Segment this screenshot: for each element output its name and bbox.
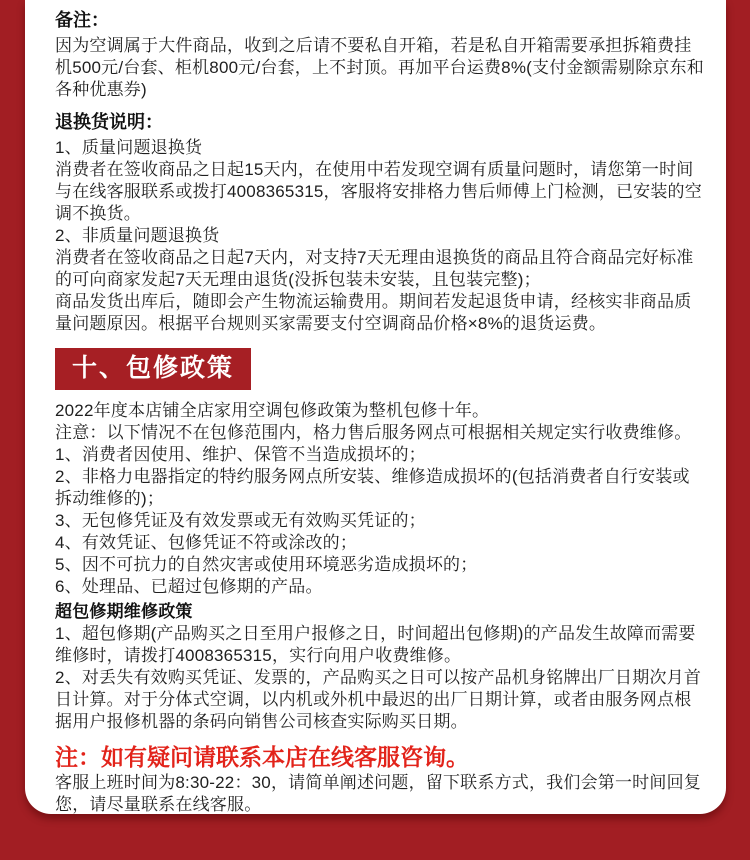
notes-title: 备注：	[55, 10, 109, 30]
warranty-banner	[55, 348, 251, 390]
warranty-exclusion-item: 5、因不可抗力的自然灾害或使用环境恶劣造成损坏的；	[55, 555, 478, 574]
return-section-body-nonquality-2: 商品发货出库后，随即会产生物流运输费用。期间若发起退货申请，经核实非商品质量问题原因。根据平台规则买家需要支付空调商品价格×8%的退货运费。	[55, 292, 692, 333]
warranty-policy-line: 2022年度本店铺全店家用空调包修政策为整机包修十年。	[55, 401, 490, 420]
content-card	[25, 0, 726, 814]
footer-note: 注：如有疑问请联系本店在线客服咨询。	[55, 744, 469, 770]
footer-service-hours: 客服上班时间为8:30-22：30，请简单阐述问题，留下联系方式，我们会第一时间回复您，请尽量联系在线客服。	[55, 773, 701, 814]
return-section-heading-nonquality: 2、非质量问题退换货	[55, 226, 220, 245]
warranty-exclusion-item: 1、消费者因使用、维护、保管不当造成损坏的；	[55, 445, 426, 464]
warranty-exclusion-item: 3、无包修凭证及有效发票或无有效购买凭证的；	[55, 511, 426, 530]
warranty-exclusion-item: 6、处理品、已超过包修期的产品。	[55, 577, 323, 596]
warranty-exclusion-item: 2、非格力电器指定的特约服务网点所安装、维修造成损坏的(包括消费者自行安装或拆动维修的)；	[55, 467, 690, 508]
warranty-exclusion-item: 4、有效凭证、包修凭证不符或涂改的；	[55, 533, 358, 552]
returns-title: 退换货说明：	[55, 112, 163, 132]
post-warranty-item: 2、对丢失有效购买凭证、发票的，产品购买之日可以按产品机身铭牌出厂日期次月首日计算。对于分体式空调，以内机或外机中最迟的出厂日期计算，或者由服务网点根据用户报修机器的条码向销售公司核查实际购买日期。	[55, 668, 702, 731]
warranty-notice-line: 注意：以下情况不在包修范围内，格力售后服务网点可根据相关规定实行收费维修。	[55, 423, 692, 442]
post-warranty-item: 1、超包修期(产品购买之日至用户报修之日，时间超出包修期)的产品发生故障而需要维修时，请拨打4008365315，实行向用户收费维修。	[55, 624, 696, 665]
return-section-body-quality: 消费者在签收商品之日起15天内，在使用中若发现空调有质量问题时，请您第一时间与在线客服联系或拨打4008365315，客服将安排格力售后师傅上门检测，已安装的空调不换货。	[55, 160, 702, 223]
notes-body: 因为空调属于大件商品，收到之后请不要私自开箱，若是私自开箱需要承担拆箱费挂机500元/台套、柜机800元/台套，上不封顶。再加平台运费8%(支付金额需剔除京东和各种优惠券)	[55, 36, 705, 99]
post-warranty-title: 超包修期维修政策	[55, 602, 193, 621]
return-section-body-nonquality-1: 消费者在签收商品之日起7天内，对支持7天无理由退换货的商品且符合商品完好标准的可向商家发起7天无理由退货(没拆包装未安装，且包装完整)；	[55, 248, 694, 289]
return-section-heading-quality: 1、质量问题退换货	[55, 138, 203, 157]
warranty-banner-label: 十、包修政策	[72, 354, 235, 382]
warranty-banner-row	[55, 335, 706, 400]
